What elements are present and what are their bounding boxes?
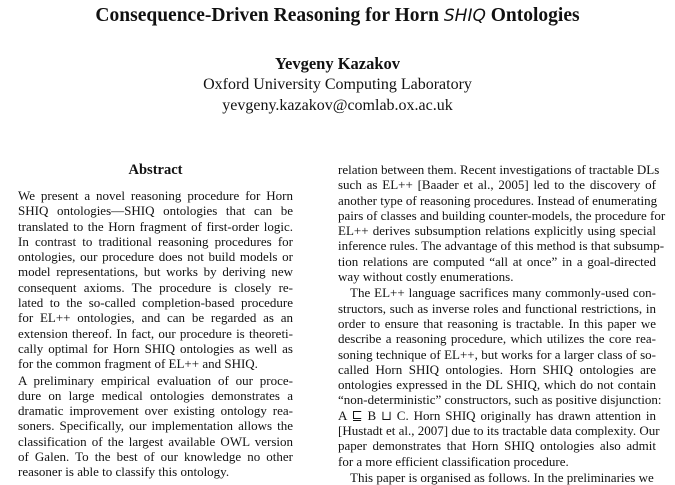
text-line: [Hustadt et al., 2007] due to its tractable data complexity. Our bbox=[338, 423, 660, 439]
text-line: lated to the so-called completion-based procedure bbox=[18, 295, 293, 311]
text-line: classification of the largest available OWL version bbox=[18, 433, 293, 449]
text-line: translated to the Horn fragment of first-order logic. bbox=[18, 218, 293, 234]
paper-title bbox=[0, 3, 675, 29]
text-line: order to ensure that reasoning is tractable. In this paper we bbox=[338, 315, 656, 331]
text-line: structors, such as inverse roles and functional restrictions, in bbox=[338, 300, 656, 316]
author-email: yevgeny.kazakov@comlab.ox.ac.uk bbox=[222, 97, 453, 114]
text-line: In contrast to traditional reasoning procedures for bbox=[18, 233, 293, 249]
text-line: way without costly enumerations. bbox=[338, 269, 514, 285]
text-line: paper demonstrates that Horn SHIQ ontologies also admit bbox=[338, 438, 656, 454]
paper-title-prefix: Consequence-Driven Reasoning for Horn bbox=[95, 5, 444, 26]
text-line: “non-deterministic” constructors, such as positive disjunction: bbox=[338, 392, 662, 408]
abstract-heading: Abstract bbox=[128, 162, 183, 178]
text-line: another type of reasoning procedures. Instead of enumerating bbox=[338, 192, 658, 208]
text-line: for a more efficient classification procedure. bbox=[338, 453, 569, 469]
paper-title-suffix: Ontologies bbox=[485, 5, 580, 26]
text-line: for the common fragment of EL++ and SHIQ. bbox=[18, 356, 258, 372]
text-line: ontologies expressed in the DL SHIQ, which do not contain bbox=[338, 377, 656, 393]
text-line: A ⊑ B ⊔ C. Horn SHIQ originally has drawn attention in bbox=[338, 407, 656, 423]
text-line: tion relations are computed “all at once” in a goal-directed bbox=[338, 253, 656, 269]
text-line: This paper is organised as follows. In the preliminaries we bbox=[350, 469, 654, 485]
text-line: extension thereof. In fact, our procedure is theoreti- bbox=[18, 325, 293, 341]
text-line: describe a reasoning procedure, which utilizes the core rea- bbox=[338, 331, 656, 347]
author-name: Yevgeny Kazakov bbox=[274, 54, 401, 73]
text-line: for EL++ ontologies, and can be regarded as an bbox=[18, 310, 293, 326]
text-line: reasoner is able to classify this ontology. bbox=[18, 464, 230, 480]
text-line: dramatic improvement over existing ontology rea- bbox=[18, 403, 293, 419]
text-line: ontologies, our procedure does not build models or bbox=[18, 249, 293, 265]
text-line: dure on large medical ontologies demonstrates a bbox=[18, 387, 293, 403]
text-line: pairs of classes and building counter-models, the procedure for bbox=[338, 207, 666, 223]
text-line: of Galen. To the best of our knowledge no other bbox=[18, 449, 293, 465]
paper-title-logic: SHIQ bbox=[443, 6, 486, 26]
abstract-body bbox=[18, 188, 293, 480]
text-line: such as EL++ [Baader et al., 2005] led to the discovery of bbox=[338, 177, 656, 193]
text-line: relation between them. Recent investigations of tractable DLs bbox=[338, 162, 660, 177]
text-line: A preliminary empirical evaluation of our proce- bbox=[18, 372, 293, 388]
text-line: inference rules. The advantage of this method is that subsump- bbox=[338, 238, 665, 254]
text-line: called Horn SHIQ ontologies. Horn SHIQ ontologies are bbox=[338, 361, 656, 377]
author-block bbox=[0, 54, 675, 116]
text-line: model representations, but works by deriving new bbox=[18, 264, 293, 280]
author-affiliation: Oxford University Computing Laboratory bbox=[203, 76, 472, 93]
introduction-body bbox=[338, 162, 666, 485]
text-line: soning technique of EL++, but works for a larger class of so- bbox=[338, 346, 656, 362]
text-line: EL++ derives subsumption relations explicitly using special bbox=[338, 223, 656, 239]
text-line: soners. Specifically, our implementation allows the bbox=[18, 418, 293, 434]
text-line: consequent axioms. The procedure is closely re- bbox=[18, 279, 293, 295]
text-line: The EL++ language sacrifices many commonly-used con- bbox=[350, 285, 656, 301]
text-line: We present a novel reasoning procedure for Horn bbox=[18, 188, 293, 203]
text-line: cally optimal for Horn SHIQ ontologies as well as bbox=[18, 340, 293, 356]
text-line: SHIQ ontologies—SHIQ ontologies that can be bbox=[18, 203, 293, 219]
